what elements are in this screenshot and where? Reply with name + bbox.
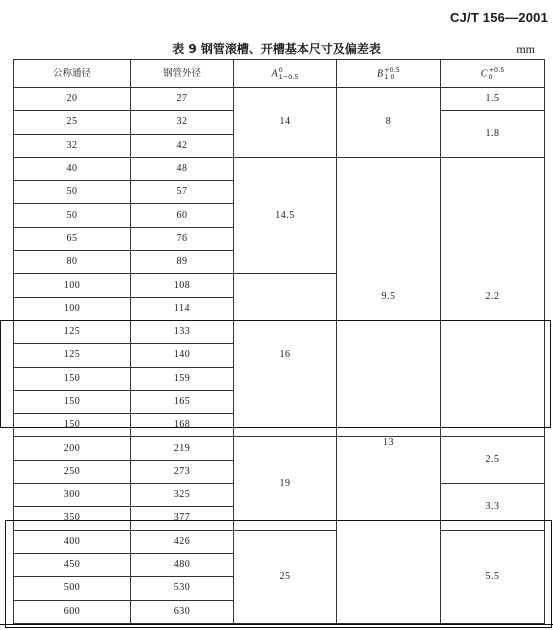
cell-c: 2.2 [441,157,545,437]
cell-dn: 65 [14,227,131,250]
table-row [14,157,545,180]
cell-od: 133 [131,320,234,343]
cell-od: 219 [131,437,234,460]
cell-dn: 400 [14,530,131,553]
document-code: CJ/T 156—2001 [450,10,548,25]
cell-dn: 450 [14,553,131,576]
cell-dn: 50 [14,181,131,204]
cell-od: 60 [131,204,234,227]
groove-dimension-table [13,59,545,624]
cell-od: 426 [131,530,234,553]
cell-od: 42 [131,134,234,157]
cell-od: 530 [131,577,234,600]
header-b [337,60,441,88]
cell-od: 168 [131,414,234,437]
header-c-symbol: C [480,68,488,79]
cell-od: 48 [131,157,234,180]
cell-dn: 25 [14,111,131,134]
cell-dn: 100 [14,297,131,320]
cell-dn: 350 [14,507,131,530]
header-b-symbol: B [377,68,384,79]
cell-dn: 125 [14,320,131,343]
cell-a: 16 [234,274,337,437]
header-a-upper: 0 [278,65,283,74]
header-a-lower: 1−0.5 [278,72,299,81]
cell-dn: 300 [14,484,131,507]
bottom-rule [0,624,553,625]
table-title: 表 9 钢管滚槽、开槽基本尺寸及偏差表 [172,42,381,56]
cell-dn: 600 [14,600,131,623]
cell-c: 2.5 [441,437,545,484]
cell-dn: 125 [14,344,131,367]
header-c [441,60,545,88]
cell-dn: 32 [14,134,131,157]
cell-b: 13 [337,437,441,623]
cell-c: 1.8 [441,111,545,158]
cell-od: 273 [131,460,234,483]
header-c-lower: 0 [488,72,493,81]
cell-dn: 50 [14,204,131,227]
header-b-lower: 1 0 [384,72,395,81]
spec-table-container [13,59,545,624]
cell-c: 5.5 [441,530,545,623]
cell-dn: 150 [14,390,131,413]
cell-dn: 40 [14,157,131,180]
cell-c: 3.3 [441,484,545,531]
cell-od: 108 [131,274,234,297]
cell-b: 9.5 [337,157,441,437]
cell-a: 14 [234,88,337,158]
cell-od: 480 [131,553,234,576]
cell-od: 377 [131,507,234,530]
table-row [14,437,545,460]
cell-dn: 200 [14,437,131,460]
unit-label: mm [516,42,535,56]
cell-dn: 150 [14,414,131,437]
cell-dn: 500 [14,577,131,600]
header-c-upper: +0.5 [488,65,505,74]
header-outer-diameter: 钢管外径 [131,60,234,88]
cell-a: 19 [234,437,337,530]
cell-c: 1.5 [441,88,545,111]
cell-od: 165 [131,390,234,413]
cell-dn: 150 [14,367,131,390]
header-b-upper: +0.5 [384,65,400,74]
cell-b: 8 [337,88,441,158]
cell-od: 57 [131,181,234,204]
cell-dn: 100 [14,274,131,297]
cell-od: 76 [131,227,234,250]
header-row [14,60,545,88]
cell-dn: 20 [14,88,131,111]
table-row [14,530,545,553]
table-row [14,88,545,111]
header-nominal-diameter: 公称通径 [14,60,131,88]
header-b-tolerance [384,67,400,81]
cell-od: 89 [131,251,234,274]
cell-od: 32 [131,111,234,134]
cell-dn: 250 [14,460,131,483]
cell-a: 25 [234,530,337,623]
cell-dn: 80 [14,251,131,274]
header-a-symbol: A [271,68,278,79]
header-a [234,60,337,88]
cell-od: 140 [131,344,234,367]
header-c-tolerance [488,67,504,81]
header-a-tolerance [279,67,299,81]
cell-od: 27 [131,88,234,111]
cell-od: 159 [131,367,234,390]
cell-od: 325 [131,484,234,507]
cell-od: 114 [131,297,234,320]
cell-od: 630 [131,600,234,623]
cell-a: 14.5 [234,157,337,273]
